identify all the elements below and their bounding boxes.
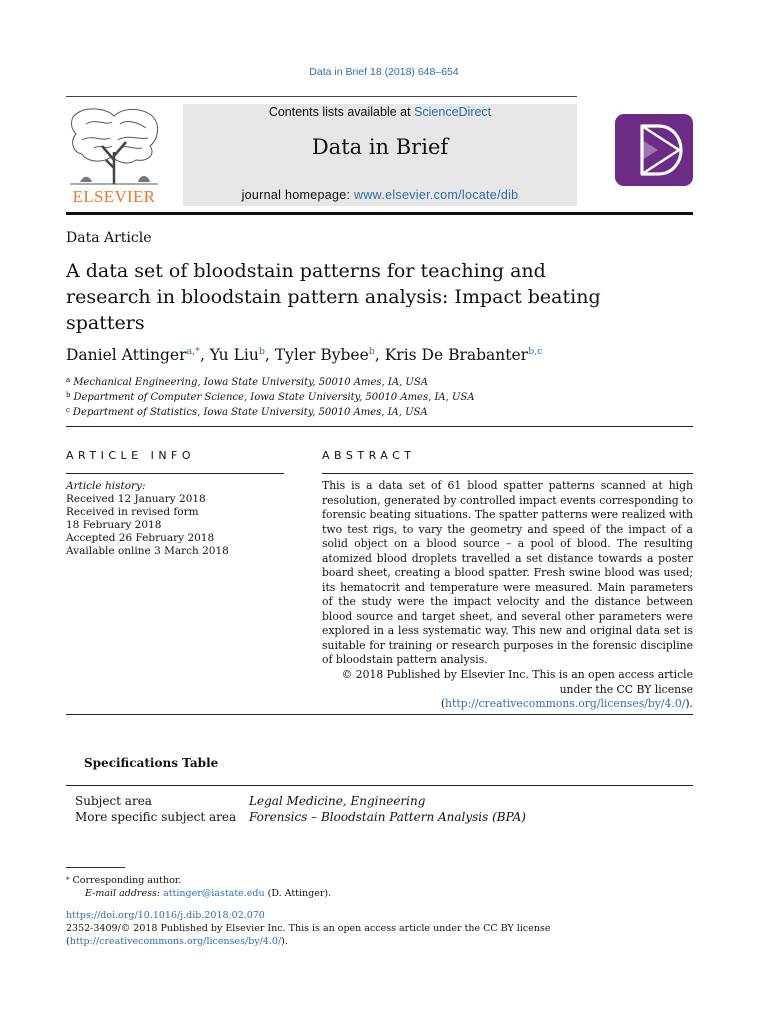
license-open: ( <box>66 936 70 947</box>
article-history <box>66 480 229 558</box>
spec-value: Forensics – Bloodstain Pattern Analysis (BPA) <box>249 810 526 824</box>
article-info-heading: ARTICLE INFO <box>66 449 196 462</box>
license-link[interactable]: http://creativecommons.org/licenses/by/4.0/ <box>69 936 282 947</box>
footnote-rule <box>66 867 125 868</box>
journal-reference-link[interactable]: Data in Brief 18 (2018) 648–654 <box>309 66 459 78</box>
email-suffix: (D. Attinger). <box>264 888 332 899</box>
license-open: ( <box>440 697 446 710</box>
email-line <box>66 887 331 900</box>
author-list <box>66 346 543 364</box>
data-in-brief-logo[interactable] <box>615 114 693 186</box>
homepage-line <box>183 188 577 202</box>
spec-key: Subject area <box>75 794 152 808</box>
spec-value: Legal Medicine, Engineering <box>249 794 426 808</box>
author-separator: , <box>199 346 210 364</box>
affiliation-mark: c <box>66 406 70 414</box>
history-item: Received in revised form <box>66 506 199 518</box>
table-row <box>75 809 526 825</box>
data-in-brief-icon <box>615 114 693 186</box>
author-name[interactable]: Kris De Brabanter <box>384 346 529 364</box>
doi-link[interactable]: https://doi.org/10.1016/j.dib.2018.02.070 <box>66 910 265 921</box>
history-label: Article history: <box>66 480 146 492</box>
spec-key: More specific subject area <box>75 810 237 824</box>
affiliation-item <box>66 374 475 389</box>
specifications-table <box>75 793 526 825</box>
contents-line <box>183 105 577 119</box>
table-row <box>75 793 526 809</box>
affiliation-mark: b <box>66 391 71 399</box>
corresponding-line <box>66 872 331 887</box>
elsevier-tree-icon <box>66 104 162 186</box>
abstract-copyright <box>322 668 693 712</box>
masthead-top-rule <box>66 96 577 97</box>
contents-prefix: Contents lists available at <box>268 105 415 119</box>
journal-title: Data in Brief <box>311 135 449 159</box>
affiliation-text: Department of Computer Science, Iowa State University, 50010 Ames, IA, USA <box>73 392 475 403</box>
license-close: ). <box>281 936 288 947</box>
abstract-heading: ABSTRACT <box>322 449 416 462</box>
author-name[interactable]: Daniel Attinger <box>66 346 187 364</box>
author-affiliation-mark[interactable]: b <box>258 346 265 357</box>
copyright-line: under the CC BY license <box>559 682 693 696</box>
homepage-prefix: journal homepage: <box>241 188 354 202</box>
abstract-text: This is a data set of 61 blood spatter patterns scanned at high resolution, generated by controlled impact events corresponding to forensic beating situations. The spatter patterns were realized with two test rigs, to vary the geometry and speed of the impact of a solid object on a blood source – a pool of blood. The resulting atomized blood droplets travelled a set distance towards a poster board sheet, creating a blood spatter. Fresh swine blood was used; its hematocrit and temperature were measured. Main parameters of the study were the impact velocity and the distance between blood source and target sheet, and several other parameters were explored in a less systematic way. This new and original data set is suitable for training or research purposes in the forensic discipline of bloodstain pattern analysis. <box>322 479 693 666</box>
history-item: Received 12 January 2018 <box>66 493 206 505</box>
affiliation-text: Mechanical Engineering, Iowa State University, 50010 Ames, IA, USA <box>73 377 428 388</box>
abstract-rule <box>322 473 693 474</box>
sciencedirect-link[interactable]: ScienceDirect <box>414 105 492 119</box>
author-name[interactable]: Tyler Bybee <box>274 346 369 364</box>
affiliation-mark: a <box>66 376 71 384</box>
doi-block <box>66 909 550 948</box>
license-link[interactable]: http://creativecommons.org/licenses/by/4.0/ <box>445 697 686 710</box>
email-link[interactable]: attinger@iastate.edu <box>163 888 265 899</box>
history-item: Accepted 26 February 2018 <box>66 532 215 544</box>
author-affiliation-mark[interactable]: b <box>368 346 375 357</box>
corresponding-text: Corresponding author. <box>69 875 182 886</box>
elsevier-wordmark: ELSEVIER <box>72 187 156 206</box>
specifications-title: Specifications Table <box>84 756 219 770</box>
license-line <box>322 697 693 712</box>
masthead-bottom-rule <box>66 212 693 215</box>
email-label: E-mail address: <box>85 888 164 899</box>
affiliation-text: Department of Statistics, Iowa State University, 50010 Ames, IA, USA <box>72 407 428 418</box>
journal-homepage-link[interactable]: www.elsevier.com/locate/dib <box>354 188 519 202</box>
history-item: 18 February 2018 <box>66 519 162 531</box>
author-separator: , <box>264 346 275 364</box>
author-separator: , <box>374 346 385 364</box>
affiliation-list <box>66 374 475 419</box>
doi-license-line <box>66 935 550 948</box>
article-info-rule <box>66 473 284 474</box>
history-item: Available online 3 March 2018 <box>66 545 229 557</box>
article-type: Data Article <box>66 230 152 246</box>
abstract-bottom-rule <box>66 714 693 715</box>
corresponding-footnote <box>66 872 331 900</box>
section-rule <box>66 426 693 427</box>
author-affiliation-mark[interactable]: a,* <box>186 346 200 357</box>
specifications-top-rule <box>66 785 693 786</box>
footnote-mark: ⁎ <box>66 874 70 882</box>
affiliation-item <box>66 389 475 404</box>
issn-line: 2352-3409/© 2018 Published by Elsevier Inc. This is an open access article under the CC BY license <box>66 923 551 934</box>
license-close: ). <box>685 697 693 710</box>
copyright-line: © 2018 Published by Elsevier Inc. This is an open access article <box>341 668 693 681</box>
article-title: A data set of bloodstain patterns for teaching and research in bloodstain pattern analysis: Impact beating spatters <box>66 260 601 334</box>
author-affiliation-mark[interactable]: b,c <box>528 346 543 357</box>
author-name[interactable]: Yu Liu <box>209 346 259 364</box>
affiliation-item <box>66 404 475 419</box>
